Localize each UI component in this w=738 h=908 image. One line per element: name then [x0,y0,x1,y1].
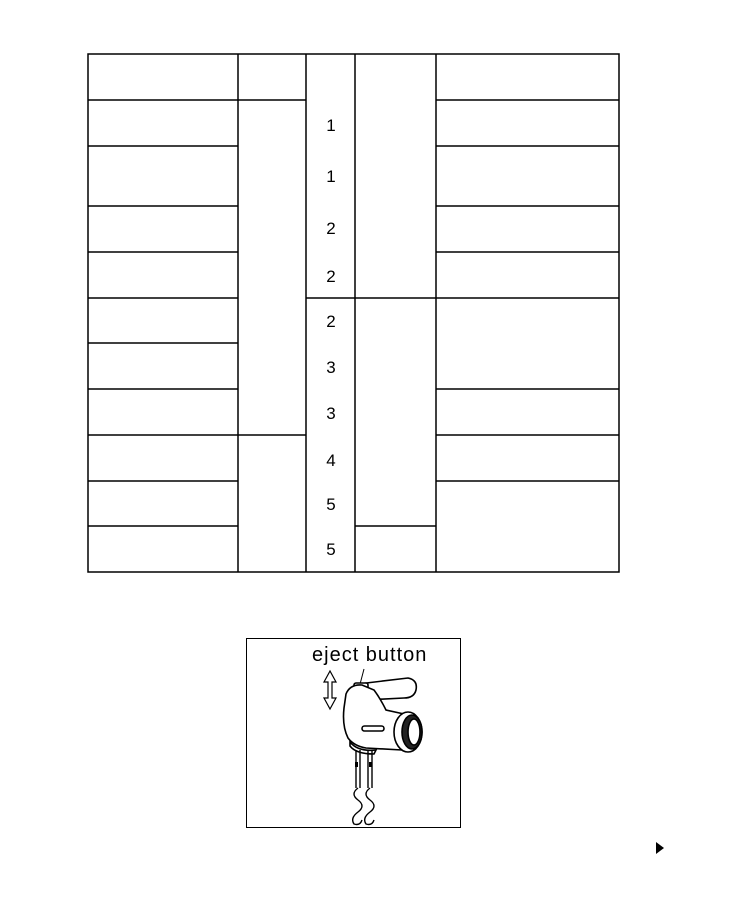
speed-cell: 5 [326,540,336,559]
speed-cell: 3 [326,404,336,423]
speed-cell: 1 [326,167,336,186]
speed-cell: 5 [326,495,336,514]
speed-cell: 2 [326,267,336,286]
speed-cell: 4 [326,451,336,470]
double-arrow-icon [324,671,336,709]
speed-cell: 2 [326,312,336,331]
speed-cell: 2 [326,219,336,238]
triangle-right-icon[interactable] [655,842,665,854]
speed-cell: 3 [326,358,336,377]
eject-button-label: eject button [312,644,428,666]
speed-cell: 1 [326,116,336,135]
